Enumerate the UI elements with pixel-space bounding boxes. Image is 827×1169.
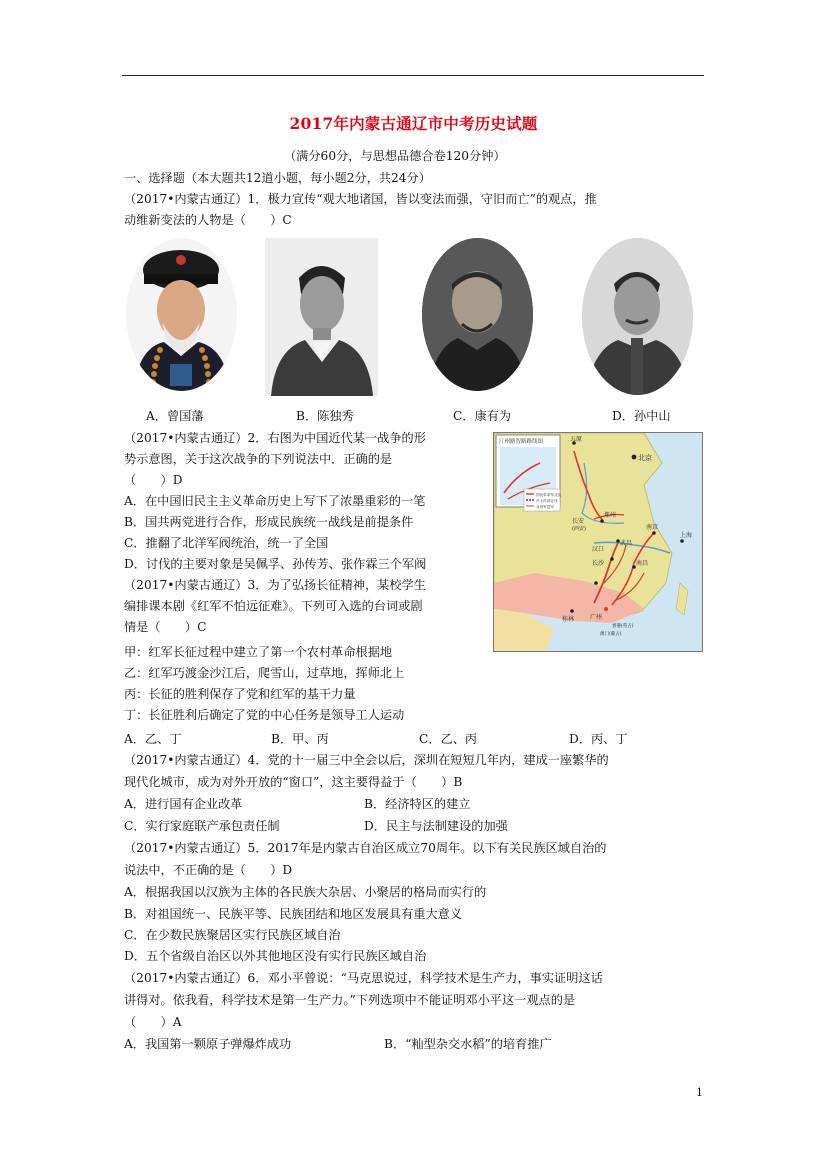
q6-stem-line3: （ ）A	[124, 1015, 182, 1029]
q6-option-a: A．我国第一颗原子弹爆炸成功	[124, 1037, 292, 1051]
page-number: 1	[696, 1086, 703, 1099]
q1-stem-line2: 动维新变法的人物是（ ）C	[124, 213, 292, 227]
q3-option-b: B．甲、丙	[271, 732, 329, 746]
northern-expedition-map	[493, 432, 703, 652]
q3-stem-line3: 情是（ ）C	[124, 620, 207, 634]
q1-stem-line1: （2017•内蒙古通辽）1．极力宣传“观大地诸国，皆以变法而强，守旧而亡”的观点，推	[124, 192, 597, 206]
q3-option-c: C．乙、丙	[419, 732, 478, 746]
q6-option-b: B．“籼型杂交水稻”的培育推广	[384, 1037, 552, 1051]
q3-statement-jia: 甲：红军长征过程中建立了第一个农村革命根据地	[124, 645, 393, 659]
map-city-xian: (西安)	[572, 526, 586, 532]
subtitle: （满分60分，与思想品德合卷120分钟）	[284, 149, 506, 163]
q2-option-b: B．国共两党进行合作，形成民族统一战线是前提条件	[124, 515, 414, 529]
portrait-kang-youwei	[422, 238, 533, 391]
q4-stem-line1: （2017•内蒙古通辽）4．党的十一届三中全会以后，深圳在短短几年内，建成一座繁华的	[124, 753, 609, 767]
q2-stem-line2: 势示意图，关于这次战争的下列说法中．正确的是	[124, 452, 393, 466]
q4-option-a: A．进行国有企业改革	[124, 797, 243, 811]
q5-stem-line1: （2017•内蒙古通辽）5．2017年是内蒙古自治区成立70周年。以下有关民族区域自治的	[124, 841, 607, 855]
portrait-sun-yatsen	[582, 238, 693, 395]
map-inset-title: 汀州路智路路线图	[499, 439, 544, 445]
q5-option-b: B．对祖国统一、民族平等、民族团结和地区发展具有重大意义	[124, 907, 463, 921]
q1-option-a: A．曾国藩	[146, 409, 204, 423]
q4-option-b: B．经济特区的建立	[364, 797, 471, 811]
q2-option-c: C．推翻了北洋军阀统治，统一了全国	[124, 536, 329, 550]
section-heading: 一、选择题（本大题共12道小题，每小题2分，共24分）	[124, 171, 431, 185]
q3-stem-line1: （2017•内蒙古通辽）3．为了弘扬长征精神，某校学生	[124, 578, 426, 592]
map-city-beijing: 北京	[638, 454, 652, 462]
q1-option-b: B．陈独秀	[296, 409, 354, 423]
map-city-shanghai: 上海	[680, 532, 693, 539]
q5-stem-line2: 说法中，不正确的是（ ）D	[124, 863, 293, 877]
q1-option-c: C．康有为	[453, 409, 512, 423]
q6-stem-line1: （2017•内蒙古通辽）6．邓小平曾说：“马克思说过，科学技术是生产力，事实证明这话	[124, 971, 603, 985]
q2-option-a: A．在中国旧民主主义革命历史上写下了浓墨重彩的一笔	[124, 494, 426, 508]
page-title: 2017年内蒙古通辽市中考历史试题	[289, 114, 538, 133]
map-city-nanchang: 南昌	[636, 560, 649, 567]
map-city-changsha: 长沙	[592, 560, 605, 567]
q6-stem-line2: 讲得对。依我看，科学技术是第一生产力。”下列选项中不能证明邓小平这一观点的是	[124, 993, 576, 1007]
map-city-changan: 长安	[572, 518, 585, 525]
legend-item-2: 冯玉祥部北伐	[536, 499, 558, 503]
map-city-hankou: 汉口	[592, 546, 605, 553]
portrait-zeng-guofan	[126, 238, 237, 391]
q4-option-d: D．民主与法制建设的加强	[364, 819, 508, 833]
q3-stem-line2: 编排课本剧《红军不怕远征难》。下列可入选的台词或剧	[124, 599, 423, 613]
q2-stem-line1: （2017•内蒙古通辽）2．右图为中国近代某一战争的形	[124, 431, 426, 445]
q3-option-a: A．乙、丁	[124, 732, 182, 746]
q2-option-d: D．讨伐的主要对象是吴佩孚、孙传芳、张作霖三个军阀	[124, 557, 427, 571]
map-city-hongkong: 香港(英占)	[612, 624, 634, 629]
map-city-guangzhou: 广州	[590, 614, 603, 621]
q2-stem-line3: （ ）D	[124, 473, 183, 487]
q5-option-c: C．在少数民族聚居区实行民族区域自治	[124, 928, 341, 942]
map-city-nanjing: 南京	[646, 524, 659, 531]
q3-option-d: D．丙、丁	[569, 732, 628, 746]
q4-stem-line2: 现代化城市，成为对外开放的“窗口”，这主要得益于（ ）B	[124, 775, 463, 789]
portrait-chen-duxiu	[265, 238, 378, 396]
q1-option-d: D．孙中山	[612, 409, 671, 423]
q3-statement-bing: 丙：长征的胜利保存了党和红军的基干力量	[124, 687, 356, 701]
q3-statement-yi: 乙：红军巧渡金沙江后，爬雪山，过草地，挥师北上	[124, 666, 405, 680]
legend-item-1: 国民革命军北伐	[536, 493, 562, 497]
map-city-macau: 澳门(葡占)	[600, 632, 622, 637]
map-city-wuyuan: 五原	[570, 436, 583, 443]
q5-option-a: A．根据我国以汉族为主体的各民族大杂居、小聚居的格局而实行的	[124, 885, 487, 899]
legend-item-3: 北伐军进军	[536, 505, 554, 509]
q4-option-c: C．实行家庭联产承包责任制	[124, 819, 280, 833]
map-city-wuchang: 武昌	[620, 540, 633, 547]
header-rule	[122, 75, 704, 76]
q5-option-d: D．五个省级自治区以外其他地区没有实行民族区域自治	[124, 949, 427, 963]
q3-statement-ding: 丁：长征胜利后确定了党的中心任务是领导工人运动	[124, 708, 405, 722]
map-city-guilin: 桂林	[562, 616, 575, 623]
map-city-zhengzhou: 郑州	[604, 512, 617, 519]
